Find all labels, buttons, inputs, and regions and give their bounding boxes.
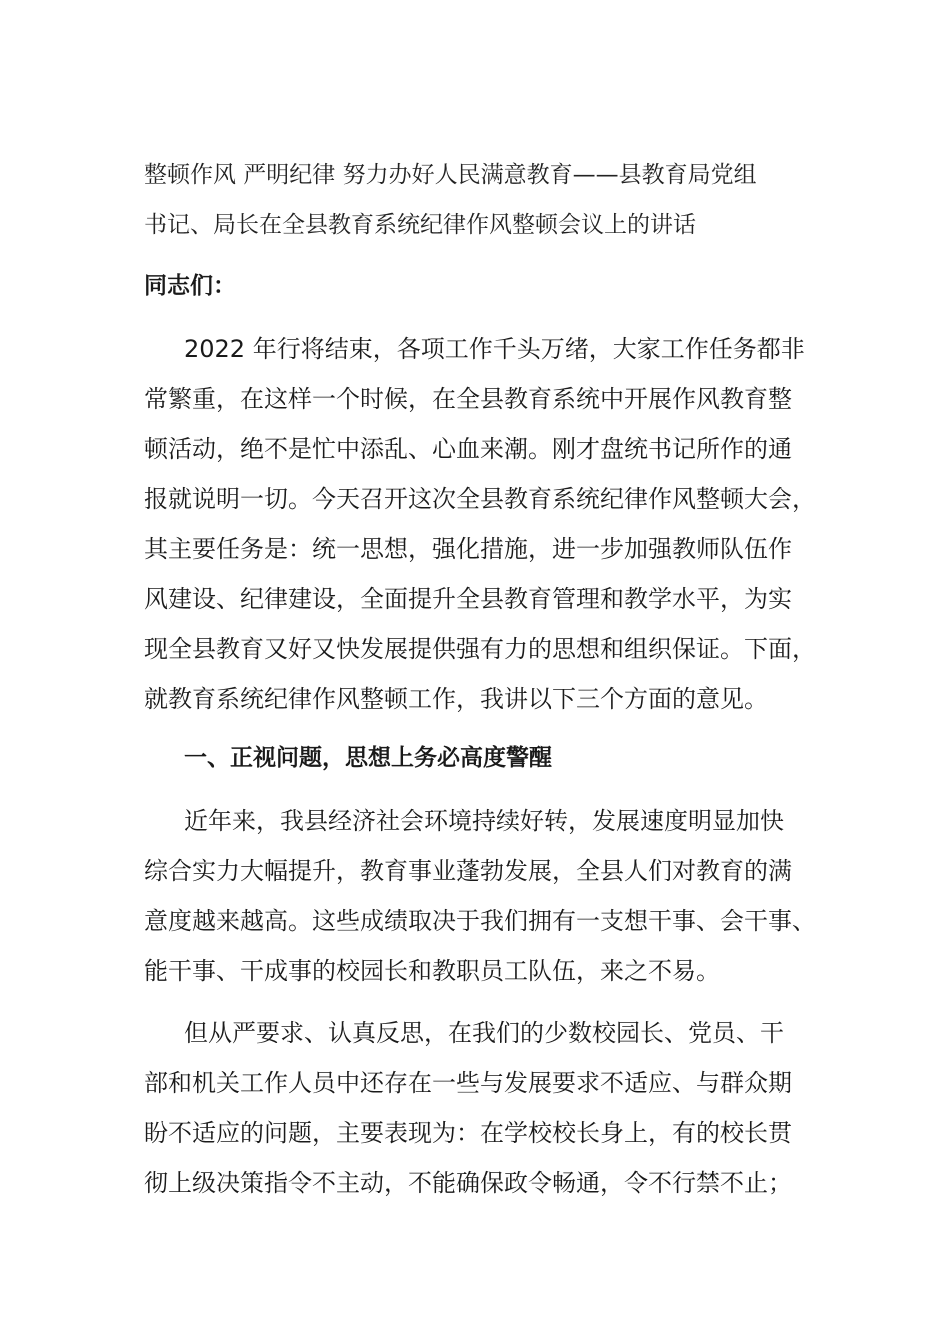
document-title-line-1: 整顿作风 严明纪律 努力办好人民满意教育——县教育局党组 [144, 162, 757, 188]
paragraph-line: 彻上级决策指令不主动，不能确保政令畅通，令不行禁不止； [144, 1169, 792, 1197]
salutation: 同志们： [144, 273, 236, 299]
section-heading-1: 一、正视问题，思想上务必高度警醒 [184, 745, 552, 771]
paragraph-line: 报就说明一切。今天召开这次全县教育系统纪律作风整顿大会， [144, 485, 816, 513]
paragraph-line: 部和机关工作人员中还存在一些与发展要求不适应、与群众期 [144, 1069, 792, 1097]
paragraph-line: 常繁重，在这样一个时候，在全县教育系统中开展作风教育整 [144, 385, 792, 413]
paragraph-line: 现全县教育又好又快发展提供强有力的思想和组织保证。下面， [144, 635, 816, 663]
paragraph-line: 风建设、纪律建设，全面提升全县教育管理和教学水平，为实 [144, 585, 792, 613]
paragraph-line: 2022 年行将结束，各项工作千头万绪，大家工作任务都非 [184, 335, 805, 363]
paragraph-line: 近年来，我县经济社会环境持续好转，发展速度明显加快 [184, 807, 784, 835]
paragraph-line: 但从严要求、认真反思，在我们的少数校园长、党员、干 [184, 1019, 784, 1047]
paragraph-line: 能干事、干成事的校园长和教职员工队伍，来之不易。 [144, 957, 720, 985]
paragraph-line: 就教育系统纪律作风整顿工作，我讲以下三个方面的意见。 [144, 685, 768, 713]
paragraph-line: 其主要任务是：统一思想，强化措施，进一步加强教师队伍作 [144, 535, 792, 563]
paragraph-line: 意度越来越高。这些成绩取决于我们拥有一支想干事、会干事、 [144, 907, 816, 935]
paragraph-line: 顿活动，绝不是忙中添乱、心血来潮。刚才盘统书记所作的通 [144, 435, 792, 463]
document-title-line-2: 书记、局长在全县教育系统纪律作风整顿会议上的讲话 [144, 212, 696, 238]
paragraph-line: 综合实力大幅提升，教育事业蓬勃发展，全县人们对教育的满 [144, 857, 792, 885]
paragraph-line: 盼不适应的问题，主要表现为：在学校校长身上，有的校长贯 [144, 1119, 792, 1147]
